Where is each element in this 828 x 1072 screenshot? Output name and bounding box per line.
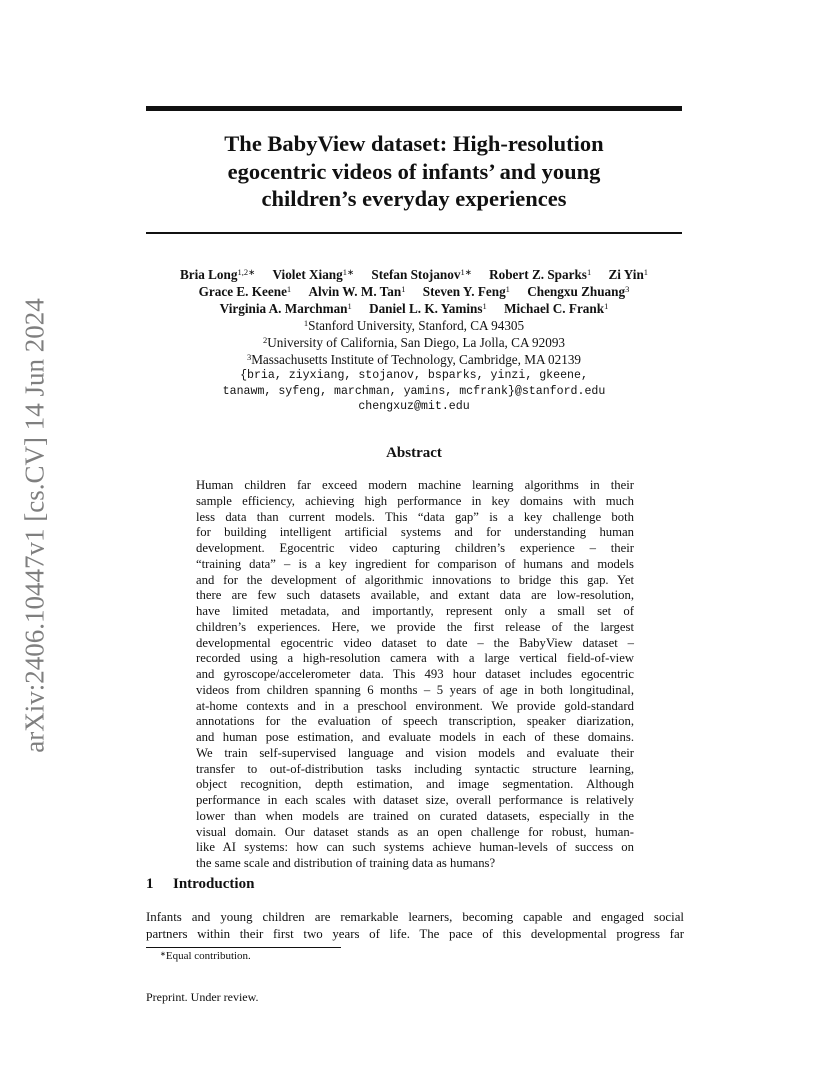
author — [199, 284, 292, 299]
author — [489, 267, 591, 282]
author — [423, 284, 510, 299]
arxiv-sidebar-stamp — [2, 290, 68, 760]
author-affiliation-mark: 1 — [643, 267, 649, 277]
author-affiliation-mark: 3 — [625, 284, 630, 294]
author-row — [120, 283, 708, 300]
email-line: {bria, ziyxiang, stojanov, bsparks, yinzi, gkeene, — [240, 369, 588, 382]
abstract-line: lower than when models are trained on curated datasets, especially in the — [196, 808, 634, 823]
author — [220, 301, 352, 316]
abstract-line: development. Egocentric video capturing children’s experience – their — [196, 541, 634, 555]
author-affiliation-mark: 1∗ — [342, 267, 355, 277]
author-affiliation-mark: 1 — [505, 284, 510, 294]
author — [308, 284, 405, 299]
abstract-line: for building intelligent artificial systems and for understanding human — [196, 525, 634, 540]
author-name: Zi Yin — [608, 267, 644, 282]
author-row — [120, 300, 708, 317]
abstract-line: and human pose estimation, and evaluate models in each of these domains. — [196, 730, 634, 744]
intro-line: Infants and young children are remarkable learners, becoming capable and engaged social — [146, 910, 684, 924]
author-name: Grace E. Keene — [198, 284, 287, 299]
arxiv-identifier: arXiv:2406.10447v1 [cs.CV] 14 Jun 2024 — [19, 297, 50, 753]
abstract-line: have limited metadata, and importantly, represent only a small set of — [196, 604, 634, 618]
author-name: Michael C. Frank — [504, 301, 605, 316]
author-name: Virginia A. Marchman — [219, 301, 348, 316]
title-top-rule — [146, 106, 682, 111]
abstract-line: the same scale and distribution of training data as humans? — [196, 856, 496, 870]
author — [527, 284, 629, 299]
author-affiliation-mark: 1∗ — [460, 267, 472, 277]
author — [180, 267, 255, 282]
author-name: Stefan Stojanov — [371, 267, 461, 282]
abstract-line: and gyroscope/accelerometer data. This 493 hour dataset includes egocentric — [196, 667, 634, 681]
abstract-line: like AI systems: how can such systems achieve human-levels of success on — [196, 840, 634, 855]
abstract-line: performance in each scales with dataset size, overall performance is relatively — [196, 793, 634, 807]
abstract-line: annotations for the evaluation of speech transcription, speaker diarization, — [196, 714, 634, 729]
author-name: Robert Z. Sparks — [489, 267, 587, 282]
abstract-line: visual domain. Our dataset stands as an open challenge for robust, human- — [196, 824, 634, 839]
section-title: Introduction — [173, 876, 255, 892]
author-affiliation-mark: 1 — [286, 284, 292, 294]
email-line: tanawm, syfeng, marchman, yamins, mcfrank}@stanford.edu — [222, 384, 606, 398]
abstract-line: recorded using a high-resolution camera with a large vertical field-of-view — [196, 651, 634, 666]
author-affiliation-mark: 1,2∗ — [237, 267, 256, 277]
abstract-line: Human children far exceed modern machine learning algorithms in their — [196, 478, 634, 492]
affiliation-text: University of California, San Diego, La Jolla, CA 92093 — [267, 335, 566, 350]
title-line: children’s everyday experiences — [261, 186, 567, 211]
title-line: The BabyView dataset: High-resolution — [224, 131, 604, 156]
author — [369, 301, 487, 316]
affiliation-mark: 1 — [303, 318, 309, 328]
abstract-line: transfer to out-of-distribution tasks including syntactic structure learning, — [196, 761, 634, 776]
author-affiliation-mark: 1 — [586, 267, 592, 277]
author-name: Daniel L. K. Yamins — [369, 301, 483, 316]
intro-body — [146, 909, 684, 942]
abstract-body — [196, 478, 634, 872]
abstract-line: children’s experiences. Here, we provide the first release of the largest — [196, 619, 634, 634]
abstract-line: videos from children spanning 6 months – 5 years of age in both longitudinal, — [196, 682, 634, 697]
abstract-line: “training data” – is a key ingredient for comparison of humans and models — [196, 556, 634, 571]
author-name: Alvin W. M. Tan — [308, 284, 402, 299]
author-affiliation-mark: 1 — [482, 301, 487, 311]
abstract-line: less data than current models. This “data gap” is a key challenge both — [196, 509, 634, 524]
title-line: egocentric videos of infants’ and young — [227, 158, 601, 184]
footnote-mark: ∗ — [160, 950, 166, 958]
affiliation-mark: 3 — [246, 352, 252, 362]
author — [371, 267, 471, 282]
abstract-line: sample efficiency, achieving high performance in key domains with much — [196, 493, 634, 508]
abstract-line: We train self-supervised language and vision models and evaluate their — [196, 745, 634, 760]
author — [504, 301, 608, 316]
preprint-note: Preprint. Under review. — [146, 990, 259, 1004]
paper-title — [146, 130, 682, 213]
author — [608, 267, 648, 282]
footnote — [160, 950, 251, 962]
author — [273, 267, 355, 282]
affiliation — [120, 317, 708, 334]
abstract-line: there are few such datasets available, and extant data are low-resolution, — [196, 588, 634, 603]
author-block — [120, 266, 708, 415]
footnote-rule — [146, 947, 341, 948]
author-name: Steven Y. Feng — [422, 284, 506, 299]
author-name: Violet Xiang — [272, 267, 343, 282]
author-name: Chengxu Zhuang — [527, 284, 626, 299]
affiliation-text: Massachusetts Institute of Technology, Cambridge, MA 02139 — [251, 352, 582, 367]
author-affiliation-mark: 1 — [604, 301, 609, 311]
author-row — [120, 266, 708, 283]
affiliation — [120, 334, 708, 351]
section-heading — [146, 876, 546, 893]
intro-line: partners within their first two years of life. The pace of this developmental progress far — [146, 926, 684, 941]
affiliation-mark: 2 — [262, 335, 268, 345]
author-affiliation-mark: 1 — [401, 284, 406, 294]
abstract-line: at-home contexts and in a preschool environment. We provide gold-standard — [196, 698, 634, 713]
footnote-text: Equal contribution. — [165, 950, 251, 962]
abstract-line: object recognition, depth estimation, and image segmentation. Although — [196, 777, 634, 792]
abstract-line: developmental egocentric video dataset to date – the BabyView dataset – — [196, 635, 634, 650]
author-affiliation-mark: 1 — [347, 301, 352, 311]
title-bottom-rule — [146, 232, 682, 234]
abstract-heading: Abstract — [386, 445, 442, 461]
affiliation — [120, 351, 708, 368]
abstract-line: and for the development of algorithmic innovations to bridge this gap. Yet — [196, 572, 634, 587]
author-name: Bria Long — [179, 267, 238, 282]
email-line: chengxuz@mit.edu — [358, 400, 470, 413]
affiliation-text: Stanford University, Stanford, CA 94305 — [308, 318, 525, 333]
section-number: 1 — [146, 876, 154, 892]
